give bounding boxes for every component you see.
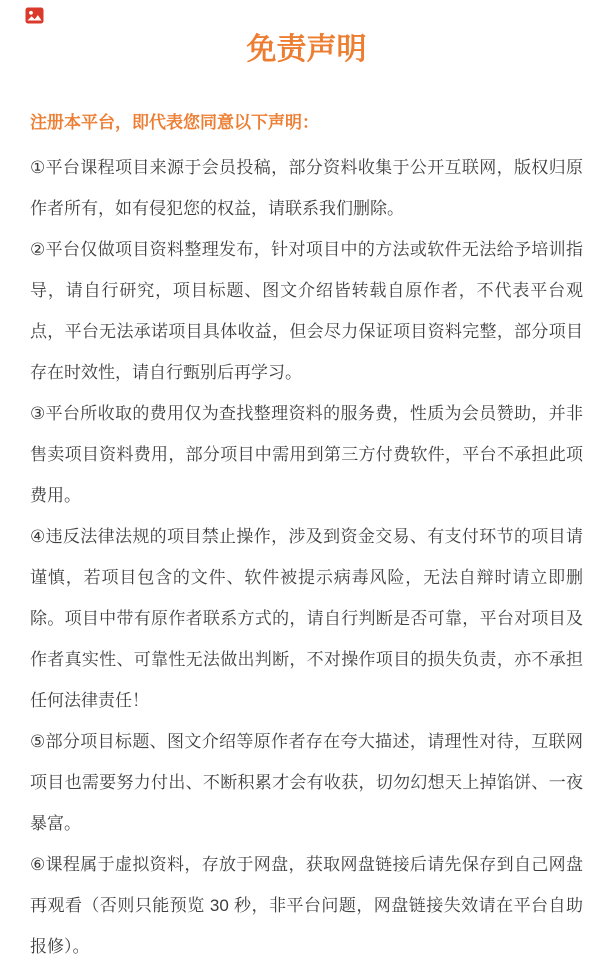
clause-4: ④违反法律法规的项目禁止操作，涉及到资金交易、有支付环节的项目请谨慎，若项目包含的文件、软件被提示病毒风险，无法自辩时请立即删除。项目中带有原作者联系方式的，请自行判断是否可靠，平台对项目及作者真实性、可靠性无法做出判断，不对操作项目的损失负责，亦不承担任何法律责任！	[30, 527, 583, 710]
clause-5: ⑤部分项目标题、图文介绍等原作者存在夸大描述，请理性对待，互联网项目也需要努力付出、不断积累才会有收获，切勿幻想天上掉馅饼、一夜暴富。	[30, 732, 583, 833]
disclaimer-content	[0, 112, 613, 967]
clause-1: ①平台课程项目来源于会员投稿，部分资料收集于公开互联网，版权归原作者所有，如有侵犯您的权益，请联系我们删除。	[30, 158, 583, 218]
clause-list	[30, 147, 583, 967]
page-title: 免责声明	[246, 33, 367, 66]
intro-statement: 注册本平台，即代表您同意以下声明：	[30, 113, 319, 132]
clause-6: ⑥课程属于虚拟资料，存放于网盘，获取网盘链接后请先保存到自己网盘再观看（否则只能预览 30 秒，非平台问题，网盘链接失效请在平台自助报修）。	[30, 855, 583, 956]
clause-3: ③平台所收取的费用仅为查找整理资料的服务费，性质为会员赞助，并非售卖项目资料费用，部分项目中需用到第三方付费软件，平台不承担此项费用。	[30, 404, 583, 505]
broken-image-icon	[25, 7, 44, 24]
clause-2: ②平台仅做项目资料整理发布，针对项目中的方法或软件无法给予培训指导，请自行研究，项目标题、图文介绍皆转载自原作者，不代表平台观点，平台无法承诺项目具体收益，但会尽力保证项目资料完整，部分项目存在时效性，请自行甄别后再学习。	[30, 240, 583, 382]
